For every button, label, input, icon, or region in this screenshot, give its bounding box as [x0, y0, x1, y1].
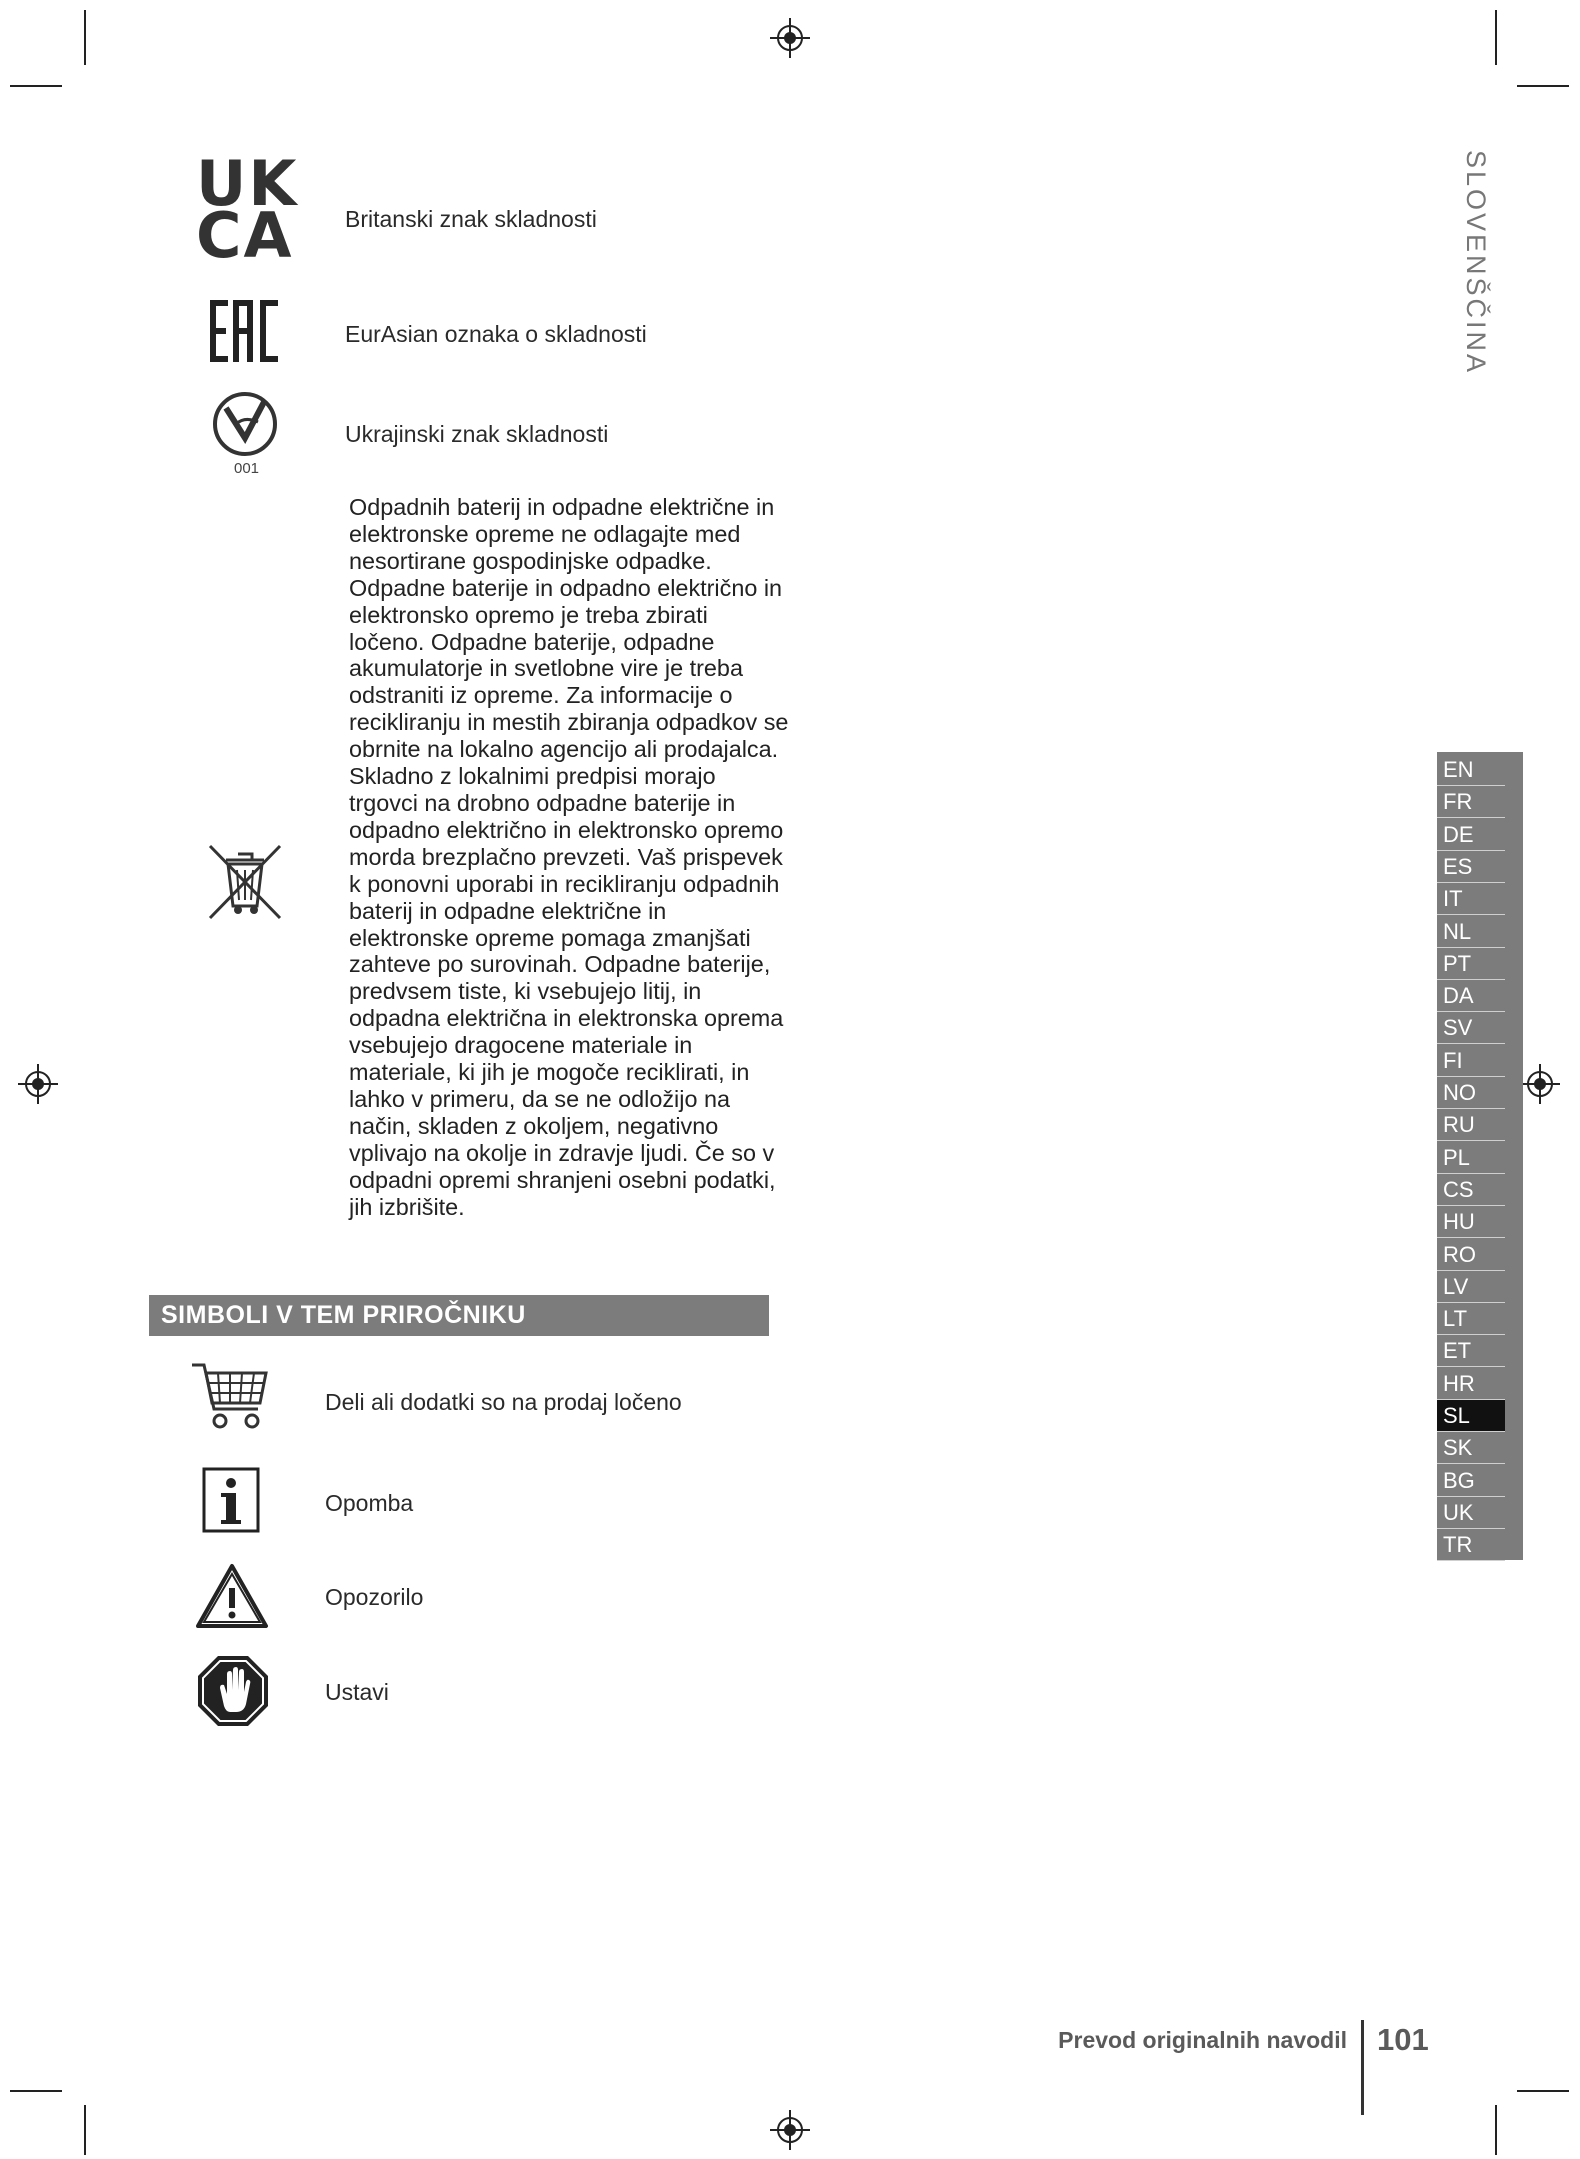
- language-tab-sk[interactable]: SK: [1437, 1432, 1505, 1464]
- registration-mark-icon: [768, 2108, 812, 2152]
- language-tab-ru[interactable]: RU: [1437, 1109, 1505, 1141]
- language-tab-sl[interactable]: SL: [1437, 1400, 1505, 1432]
- crop-mark: [84, 10, 86, 65]
- warning-icon: [194, 1562, 270, 1630]
- crop-mark: [1517, 85, 1569, 87]
- language-tab-uk[interactable]: UK: [1437, 1497, 1505, 1529]
- language-tab-fi[interactable]: FI: [1437, 1045, 1505, 1077]
- language-tab-hu[interactable]: HU: [1437, 1206, 1505, 1238]
- symbol-label-parts-sold-separately: Deli ali dodatki so na prodaj ločeno: [325, 1389, 682, 1415]
- ukca-mark-label: Britanski znak skladnosti: [345, 206, 597, 232]
- language-tab-it[interactable]: IT: [1437, 883, 1505, 915]
- symbol-label-stop: Ustavi: [325, 1679, 389, 1705]
- info-icon: [202, 1467, 260, 1533]
- language-tab-sv[interactable]: SV: [1437, 1012, 1505, 1044]
- registration-mark-icon: [768, 16, 812, 60]
- registration-mark-icon: [16, 1062, 60, 1106]
- language-tab-lv[interactable]: LV: [1437, 1271, 1505, 1303]
- side-language-label: SLOVENŠČINA: [1461, 150, 1491, 376]
- language-tab-da[interactable]: DA: [1437, 980, 1505, 1012]
- language-tab-lt[interactable]: LT: [1437, 1303, 1505, 1335]
- language-tab-en[interactable]: EN: [1437, 754, 1505, 786]
- language-tab-de[interactable]: DE: [1437, 819, 1505, 851]
- language-tab-no[interactable]: NO: [1437, 1077, 1505, 1109]
- crop-mark: [1517, 2090, 1569, 2092]
- shopping-cart-icon: [190, 1359, 272, 1439]
- weee-disposal-text: Odpadnih baterij in odpadne električne in elektronske opreme ne odlagajte med nesortirane gospodinjske odpadke. Odpadne baterije in odpadno električno in elektronsko opremo je treba zbirati ločeno. Odpadne baterije, odpadne akumulatorje in svetlobne vire je treba odstraniti iz opreme. Za informacije o recikliranju in mestih zbiranja odpadkov se obrnite na lokalno agencijo ali prodajalca. Skladno z lokalnimi predpisi morajo trgovci na drobno odpadne baterije in odpadno električno in elektronsko opremo morda brezplačno prevzeti. Vaš prispevek k ponovni uporabi in recikliranju odpadnih baterij in odpadne električne in elektronske opreme pomaga zmanjšati zahteve po surovinah. Odpadne baterije, predvsem tiste, ki vsebujejo litij, in odpadna električna in elektronska oprema vsebujejo dragocene materiale in materiale, ki jih je mogoče reciklirati, in lahko v primeru, da se ne odložijo na način, skladen z okoljem, negativno vplivajo na okolje in zdravje ljudi. Če so v odpadni opremi shranjeni osebni podatki, jih izbrišite.: [349, 494, 789, 1220]
- language-tab-ro[interactable]: RO: [1437, 1239, 1505, 1271]
- ukrainian-mark-label: Ukrajinski znak skladnosti: [345, 421, 609, 447]
- language-tab-tr[interactable]: TR: [1437, 1529, 1505, 1561]
- language-tab-et[interactable]: ET: [1437, 1335, 1505, 1367]
- eac-mark-label: EurAsian oznaka o skladnosti: [345, 321, 647, 347]
- crop-mark: [1495, 10, 1497, 65]
- page-number: 101: [1377, 2022, 1429, 2057]
- language-tab-nl[interactable]: NL: [1437, 916, 1505, 948]
- crop-mark: [10, 2090, 62, 2092]
- language-tab-hr[interactable]: HR: [1437, 1368, 1505, 1400]
- ukrainian-mark-code: 001: [234, 460, 260, 477]
- stop-hand-icon: [196, 1654, 270, 1728]
- language-tabs: [1437, 752, 1523, 1560]
- crop-mark: [10, 85, 62, 87]
- registration-mark-icon: [1518, 1062, 1562, 1106]
- crossed-out-bin-icon: [206, 842, 284, 922]
- language-tab-fr[interactable]: FR: [1437, 786, 1505, 818]
- crop-mark: [1495, 2105, 1497, 2155]
- language-tab-pl[interactable]: PL: [1437, 1142, 1505, 1174]
- language-tab-bg[interactable]: BG: [1437, 1465, 1505, 1497]
- symbol-label-note: Opomba: [325, 1490, 414, 1516]
- ukca-mark-icon: UK CA: [196, 147, 299, 272]
- language-tab-pt[interactable]: PT: [1437, 948, 1505, 980]
- eac-mark-icon: [208, 296, 280, 366]
- footer-divider: [1361, 2020, 1364, 2115]
- section-title: SIMBOLI V TEM PRIROČNIKU: [149, 1295, 769, 1336]
- footer-title: Prevod originalnih navodil: [1058, 2027, 1347, 2053]
- language-tab-cs[interactable]: CS: [1437, 1174, 1505, 1206]
- symbol-label-warning: Opozorilo: [325, 1584, 424, 1610]
- language-tab-es[interactable]: ES: [1437, 851, 1505, 883]
- crop-mark: [84, 2105, 86, 2155]
